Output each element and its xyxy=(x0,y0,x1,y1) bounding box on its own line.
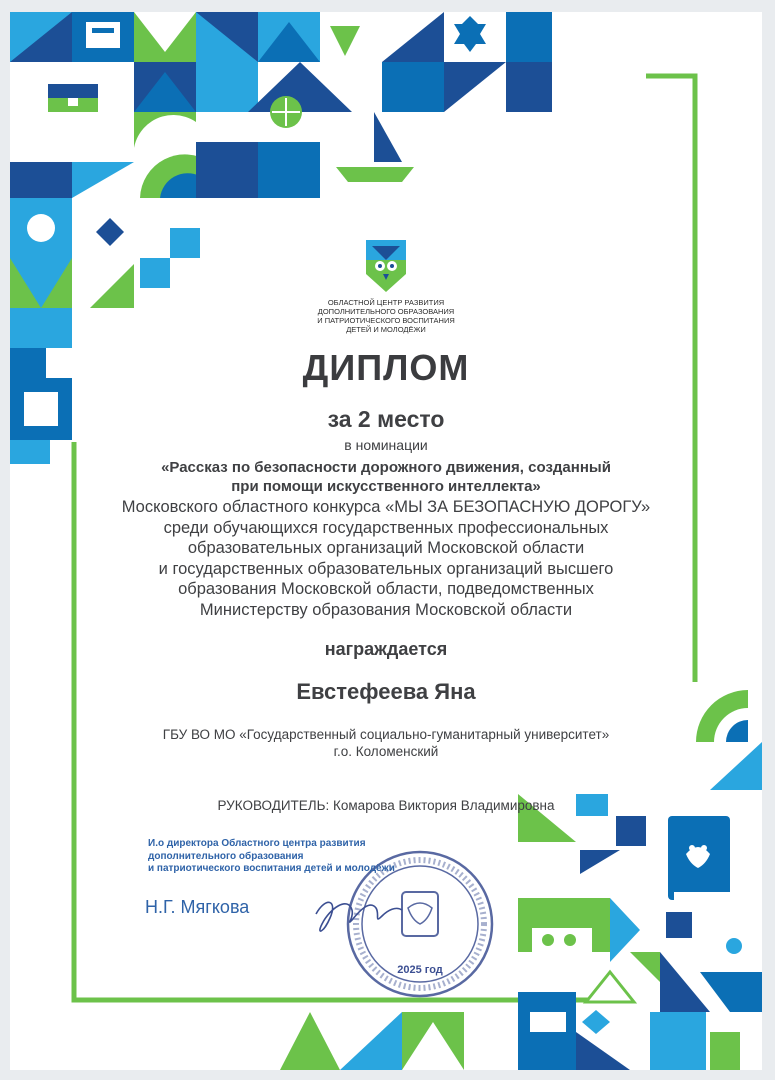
owl-emblem-icon xyxy=(366,240,406,292)
contest-line: образовательных организаций Московской области xyxy=(187,539,585,557)
organization-line: г.о. Коломенский xyxy=(333,744,439,759)
contest-description xyxy=(10,497,762,620)
director-name: Н.Г. Мягкова xyxy=(145,897,250,917)
organization-line: ГБУ ВО МО «Государственный социально-гуманитарный университет» xyxy=(162,727,610,742)
nomination-intro: в номинации xyxy=(344,437,428,453)
director-title xyxy=(148,838,408,876)
nomination-line: «Рассказ по безопасности дорожного движения, созданный xyxy=(161,459,611,476)
logo-caption-line: ДЕТЕЙ И МОЛОДЁЖИ xyxy=(346,325,426,334)
org-logo-caption xyxy=(306,298,466,334)
contest-line: и государственных образовательных организаций высшего xyxy=(158,559,614,578)
logo-caption-line: ДОПОЛНИТЕЛЬНОГО ОБРАЗОВАНИЯ xyxy=(317,307,455,316)
contest-line: Московского областного конкурса «МЫ ЗА БЕЗОПАСНУЮ ДОРОГУ» xyxy=(121,498,651,516)
logo-caption-line: И ПАТРИОТИЧЕСКОГО ВОСПИТАНИЯ xyxy=(317,316,455,325)
nomination-line: при помощи искусственного интеллекта» xyxy=(231,478,541,495)
logo-caption-line: ОБЛАСТНОЙ ЦЕНТР РАЗВИТИЯ xyxy=(327,298,445,307)
contest-line: Министерству образования Московской области xyxy=(199,600,573,619)
diploma-sheet xyxy=(10,12,762,1070)
diploma-title: ДИПЛОМ xyxy=(302,347,470,388)
handwritten-signature xyxy=(316,902,402,931)
director-title-line: и патриотического воспитания детей и молодёжи xyxy=(148,863,395,874)
awarded-label: награждается xyxy=(324,639,448,659)
sailboat-icon xyxy=(336,112,414,182)
recipient-organization xyxy=(10,726,762,760)
contest-line: образования Московской области, подведомственных xyxy=(178,580,594,598)
director-title-line: дополнительного образования xyxy=(148,850,304,862)
supervisor-line: РУКОВОДИТЕЛЬ: Комарова Виктория Владимировна xyxy=(217,798,555,813)
place-heading: за 2 место xyxy=(327,406,445,432)
stamp-year: 2025 год xyxy=(397,964,443,976)
contest-line: среди обучающихся государственных профессиональных xyxy=(163,518,609,537)
director-title-line: И.о директора Областного центра развития xyxy=(148,838,366,849)
nomination-name xyxy=(10,458,762,496)
recipient-name: Евстефеева Яна xyxy=(296,679,476,704)
